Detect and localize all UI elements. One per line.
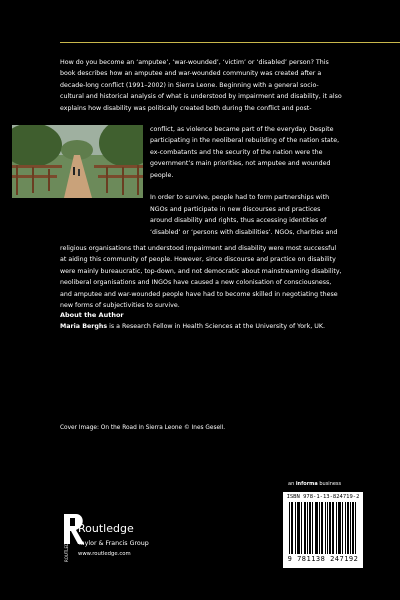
informa-brand: informa bbox=[295, 481, 318, 487]
informa-prefix: an bbox=[288, 481, 296, 487]
author-name: Maria Berghs bbox=[60, 323, 108, 330]
blurb-paragraph-2-start: In order to survive, people had to form partnerships with NGOs and participate in new discourses and practices around disability and rights, thus accessing identities of ‘disabled’ or ‘persons with disabilities’. NGOs, charities and bbox=[150, 194, 338, 236]
cover-image-credit: Cover Image: On the Road in Sierra Leone © Ines Gesell. bbox=[60, 425, 226, 431]
routledge-logo-vertical-text: ROUTLEDGE bbox=[64, 537, 69, 562]
barcode-digits: 9 781138 247192 bbox=[287, 555, 359, 563]
blurb-paragraph-2: religious organisations that understood impairment and disability were most successful at aiding this community of people. However, since discourse and practice on disability were mainly bureaucratic, top-down, and not democratic about mainstreaming disability, neoliberal organisations and INGOs have caused a new colonisation of consciousness, and amputee and war-wounded people have had to become skilled in negotiating these new forms of subjectivities to survive. bbox=[60, 245, 342, 310]
cover-photo bbox=[12, 125, 143, 198]
informa-suffix: business bbox=[317, 481, 342, 487]
blurb-paragraph-1-continued bbox=[150, 124, 342, 238]
publisher-subtitle: Taylor & Francis Group bbox=[78, 540, 149, 547]
publisher-name: Routledge bbox=[78, 522, 134, 535]
about-author-heading: About the Author bbox=[60, 311, 124, 319]
author-bio: is a Research Fellow in Health Sciences at the University of York, UK. bbox=[107, 323, 326, 330]
about-author-text bbox=[60, 323, 350, 330]
blurb-paragraph-1: How do you become an ‘amputee’, ‘war-wounded’, ‘victim’ or ‘disabled’ person? This book describes how an amputee and war-wounded community was created after a decade-long conflict (1991–2002) in Sierra Leone. Beginning with a general socio-cultural and historical analysis of what is understood by impairment and disability, it also explains how disability was politically created both during the conflict and post- bbox=[60, 59, 342, 112]
isbn-label: ISBN 978-1-13-824719-2 bbox=[286, 494, 360, 500]
blurb-paragraph-1-end: conflict, as violence became part of the everyday. Despite participating in the neoliberal rebuilding of the nation state, ex-combatants and the security of the nation were the government’s main priorities, not amputee and wounded people. bbox=[150, 126, 340, 179]
barcode-bars bbox=[289, 502, 357, 554]
top-rule bbox=[60, 42, 400, 43]
barcode-box bbox=[283, 492, 363, 568]
publisher-website: www.routledge.com bbox=[78, 551, 131, 557]
informa-business-label bbox=[288, 481, 341, 487]
